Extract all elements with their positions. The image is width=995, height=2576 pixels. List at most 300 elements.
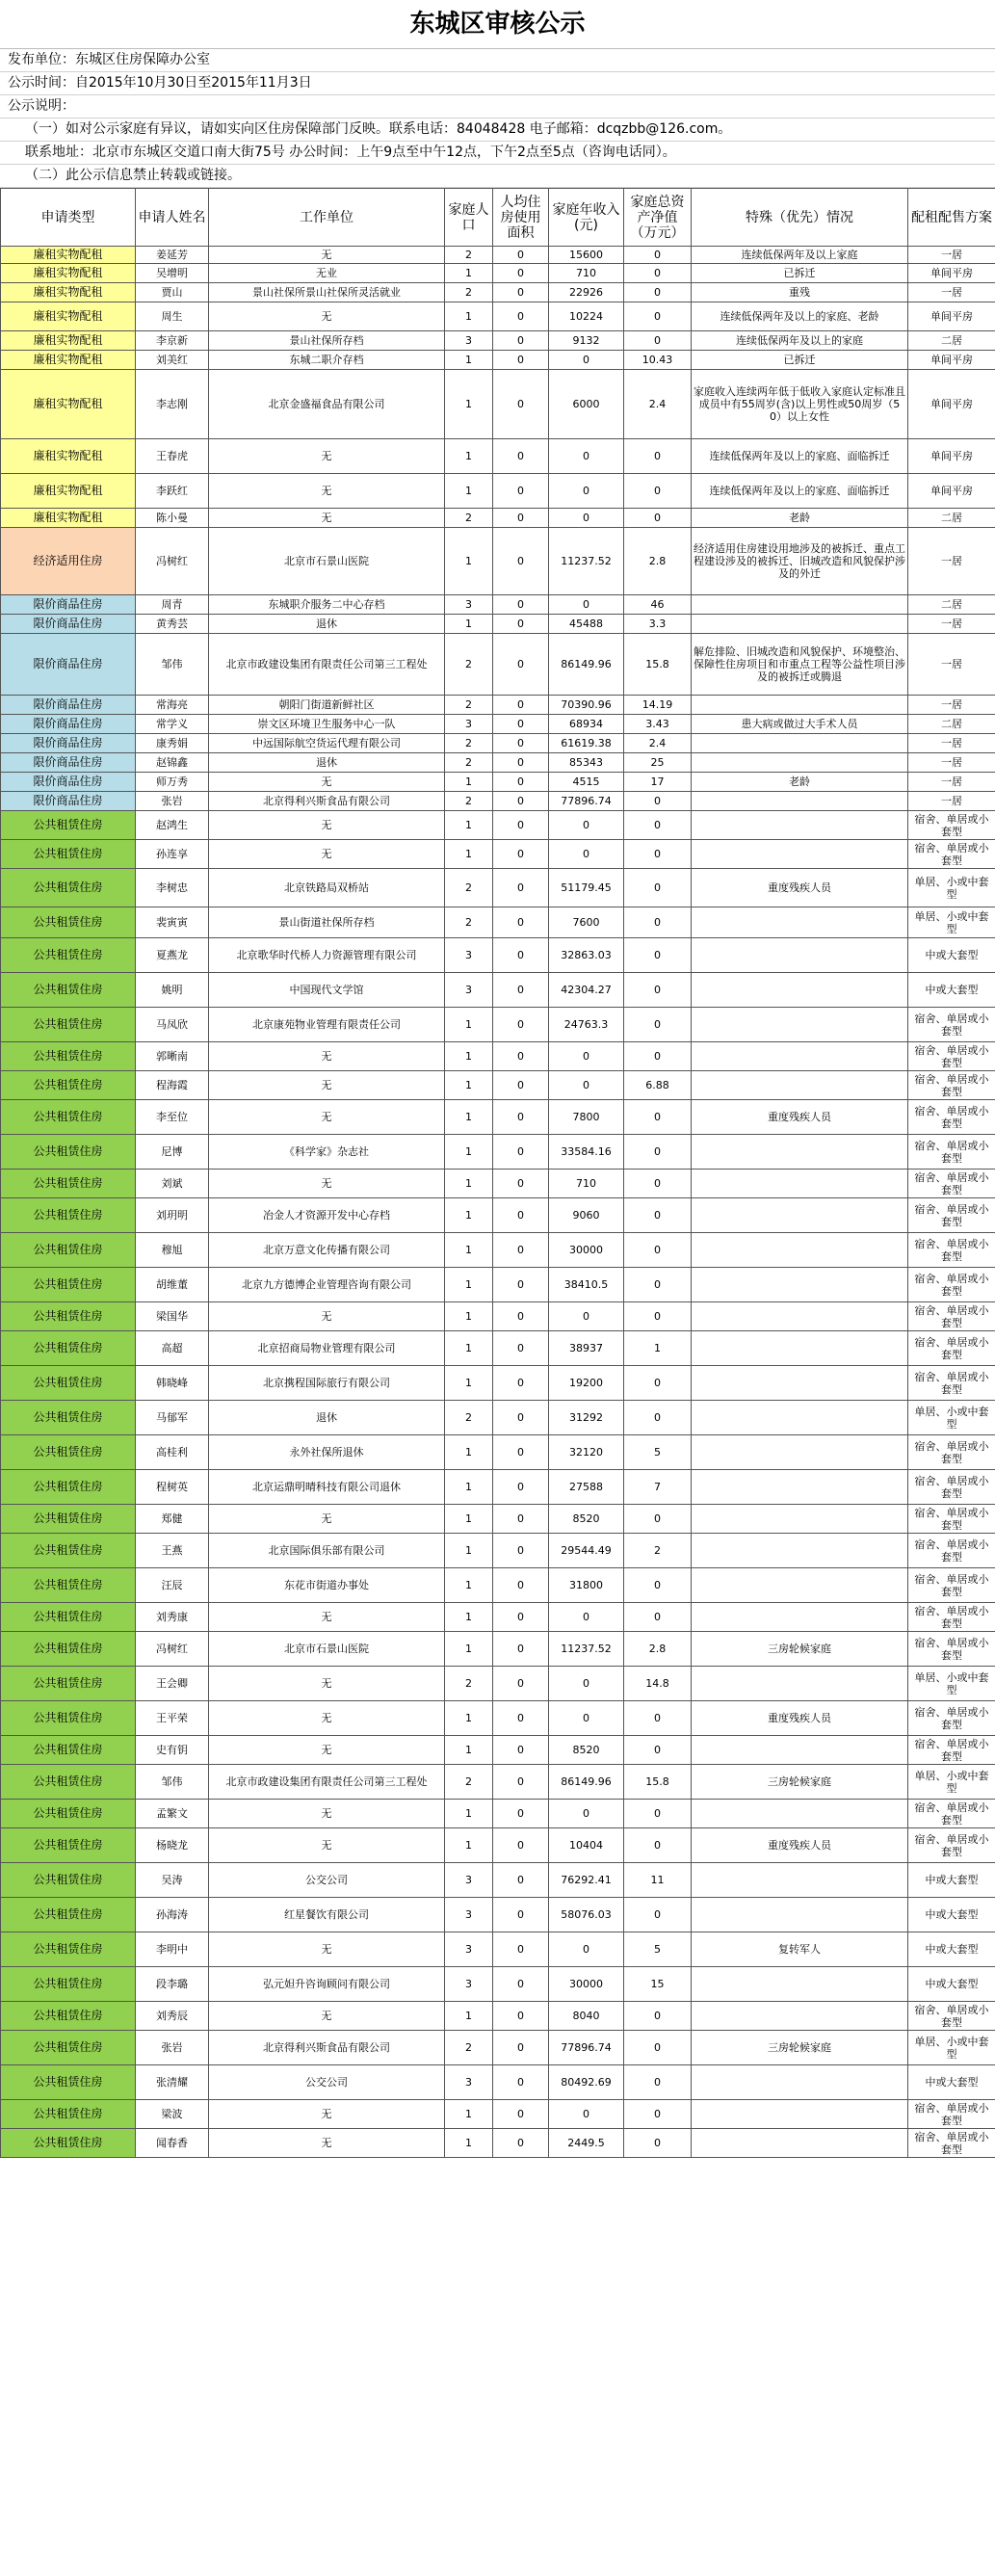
cell-annual-income: 7800 <box>549 1100 624 1135</box>
table-row <box>1 528 995 595</box>
cell-applicant-name: 郑健 <box>136 1505 209 1534</box>
table-row <box>1 2100 995 2129</box>
cell-area-per-person: 0 <box>493 370 549 439</box>
cell-applicant-name: 马郁军 <box>136 1401 209 1435</box>
cell-applicant-name: 尼博 <box>136 1135 209 1170</box>
cell-annual-income: 38937 <box>549 1331 624 1366</box>
cell-apply-type: 公共租赁住房 <box>1 2065 136 2100</box>
cell-net-assets: 14.19 <box>624 696 692 715</box>
cell-family-size: 2 <box>445 634 493 696</box>
cell-allocation-plan: 宿舍、单居或小套型 <box>908 1268 995 1302</box>
cell-net-assets: 0 <box>624 2065 692 2100</box>
cell-family-size: 1 <box>445 2100 493 2129</box>
cell-work-unit: 弘元妲升咨询顾问有限公司 <box>209 1967 445 2002</box>
cell-work-unit: 北京九方德博企业管理咨询有限公司 <box>209 1268 445 1302</box>
cell-special-status: 连续低保两年及以上的家庭 <box>692 331 908 351</box>
table-row <box>1 2065 995 2100</box>
cell-family-size: 2 <box>445 247 493 264</box>
cell-work-unit: 北京市政建设集团有限责任公司第三工程处 <box>209 634 445 696</box>
cell-work-unit: 退休 <box>209 1401 445 1435</box>
cell-family-size: 1 <box>445 1568 493 1603</box>
cell-work-unit: 北京铁路局双桥站 <box>209 869 445 907</box>
cell-area-per-person: 0 <box>493 247 549 264</box>
cell-family-size: 1 <box>445 1505 493 1534</box>
cell-apply-type: 公共租赁住房 <box>1 2129 136 2158</box>
table-row <box>1 907 995 938</box>
cell-applicant-name: 吴增明 <box>136 264 209 283</box>
cell-apply-type: 限价商品住房 <box>1 615 136 634</box>
notes-label: 公示说明： <box>0 95 995 118</box>
cell-allocation-plan: 宿舍、单居或小套型 <box>908 1701 995 1736</box>
cell-area-per-person: 0 <box>493 696 549 715</box>
cell-applicant-name: 刘美红 <box>136 351 209 370</box>
cell-family-size: 2 <box>445 1401 493 1435</box>
cell-work-unit: 北京歌华时代桥人力资源管理有限公司 <box>209 938 445 973</box>
cell-applicant-name: 高桂利 <box>136 1435 209 1470</box>
cell-work-unit: 无 <box>209 1800 445 1828</box>
cell-apply-type: 公共租赁住房 <box>1 1042 136 1071</box>
cell-net-assets: 0 <box>624 1701 692 1736</box>
cell-annual-income: 0 <box>549 1667 624 1701</box>
cell-family-size: 1 <box>445 1302 493 1331</box>
cell-special-status: 重度残疾人员 <box>692 1828 908 1863</box>
cell-apply-type: 公共租赁住房 <box>1 1534 136 1568</box>
table-row <box>1 1568 995 1603</box>
table-row <box>1 331 995 351</box>
cell-net-assets: 2.4 <box>624 370 692 439</box>
cell-family-size: 3 <box>445 2065 493 2100</box>
cell-family-size: 3 <box>445 715 493 734</box>
header-work-unit: 工作单位 <box>209 189 445 247</box>
cell-area-per-person: 0 <box>493 1470 549 1505</box>
cell-applicant-name: 周生 <box>136 302 209 331</box>
table-row <box>1 1100 995 1135</box>
cell-family-size: 1 <box>445 1268 493 1302</box>
table-row <box>1 715 995 734</box>
table-row <box>1 753 995 773</box>
cell-annual-income: 77896.74 <box>549 2031 624 2065</box>
cell-work-unit: 东城职介服务二中心存档 <box>209 595 445 615</box>
cell-apply-type: 廉租实物配租 <box>1 370 136 439</box>
cell-area-per-person: 0 <box>493 1401 549 1435</box>
cell-allocation-plan: 中或大套型 <box>908 973 995 1008</box>
cell-allocation-plan: 单间平房 <box>908 474 995 509</box>
cell-net-assets: 2 <box>624 1534 692 1568</box>
table-row <box>1 1701 995 1736</box>
cell-apply-type: 公共租赁住房 <box>1 869 136 907</box>
cell-allocation-plan: 二居 <box>908 595 995 615</box>
cell-special-status: 解危排险、旧城改造和风貌保护、环境整治、保障性住房项目和市重点工程等公益性项目涉及的被拆迁或腾退 <box>692 634 908 696</box>
table-row <box>1 1828 995 1863</box>
cell-family-size: 1 <box>445 1042 493 1071</box>
cell-apply-type: 廉租实物配租 <box>1 302 136 331</box>
cell-work-unit: 无 <box>209 1071 445 1100</box>
cell-annual-income: 8520 <box>549 1736 624 1765</box>
cell-apply-type: 公共租赁住房 <box>1 1898 136 1932</box>
cell-applicant-name: 夏燕龙 <box>136 938 209 973</box>
table-row <box>1 1435 995 1470</box>
cell-special-status: 重度残疾人员 <box>692 1100 908 1135</box>
cell-family-size: 3 <box>445 1932 493 1967</box>
cell-area-per-person: 0 <box>493 1435 549 1470</box>
cell-applicant-name: 陈小曼 <box>136 509 209 528</box>
cell-area-per-person: 0 <box>493 1932 549 1967</box>
cell-family-size: 2 <box>445 792 493 811</box>
cell-special-status: 老龄 <box>692 509 908 528</box>
cell-net-assets: 0 <box>624 1898 692 1932</box>
cell-area-per-person: 0 <box>493 2065 549 2100</box>
cell-allocation-plan: 一居 <box>908 734 995 753</box>
cell-special-status <box>692 1198 908 1233</box>
cell-allocation-plan: 一居 <box>908 696 995 715</box>
cell-apply-type: 公共租赁住房 <box>1 1800 136 1828</box>
cell-special-status: 连续低保两年及以上的家庭、面临拆迁 <box>692 439 908 474</box>
cell-work-unit: 北京携程国际旅行有限公司 <box>209 1366 445 1401</box>
cell-applicant-name: 史有钥 <box>136 1736 209 1765</box>
cell-special-status <box>692 1967 908 2002</box>
cell-annual-income: 0 <box>549 1932 624 1967</box>
cell-area-per-person: 0 <box>493 811 549 840</box>
cell-special-status <box>692 938 908 973</box>
cell-net-assets: 0 <box>624 1302 692 1331</box>
cell-apply-type: 限价商品住房 <box>1 753 136 773</box>
cell-family-size: 1 <box>445 1534 493 1568</box>
cell-work-unit: 无 <box>209 247 445 264</box>
cell-area-per-person: 0 <box>493 1366 549 1401</box>
table-row <box>1 1401 995 1435</box>
cell-work-unit: 朝阳门街道新鲜社区 <box>209 696 445 715</box>
table-row <box>1 1534 995 1568</box>
cell-annual-income: 710 <box>549 1170 624 1198</box>
cell-apply-type: 公共租赁住房 <box>1 1331 136 1366</box>
cell-special-status <box>692 1667 908 1701</box>
cell-net-assets: 0 <box>624 264 692 283</box>
cell-area-per-person: 0 <box>493 439 549 474</box>
cell-net-assets: 0 <box>624 1736 692 1765</box>
cell-special-status: 重残 <box>692 283 908 302</box>
cell-family-size: 1 <box>445 1331 493 1366</box>
cell-family-size: 1 <box>445 474 493 509</box>
cell-allocation-plan: 中或大套型 <box>908 938 995 973</box>
cell-family-size: 2 <box>445 753 493 773</box>
cell-area-per-person: 0 <box>493 509 549 528</box>
cell-area-per-person: 0 <box>493 528 549 595</box>
header-family-size: 家庭人口 <box>445 189 493 247</box>
header-net-assets: 家庭总资产净值（万元） <box>624 189 692 247</box>
cell-applicant-name: 王会卿 <box>136 1667 209 1701</box>
cell-area-per-person: 0 <box>493 2129 549 2158</box>
cell-apply-type: 经济适用住房 <box>1 528 136 595</box>
cell-work-unit: 无 <box>209 1100 445 1135</box>
cell-work-unit: 无 <box>209 302 445 331</box>
cell-special-status <box>692 2065 908 2100</box>
cell-special-status: 连续低保两年及以上的家庭、老龄 <box>692 302 908 331</box>
cell-allocation-plan: 宿舍、单居或小套型 <box>908 1302 995 1331</box>
cell-annual-income: 31292 <box>549 1401 624 1435</box>
cell-applicant-name: 梁国华 <box>136 1302 209 1331</box>
cell-apply-type: 公共租赁住房 <box>1 1765 136 1800</box>
cell-net-assets: 0 <box>624 509 692 528</box>
cell-work-unit: 景山社保所景山社保所灵活就业 <box>209 283 445 302</box>
cell-family-size: 1 <box>445 1008 493 1042</box>
cell-applicant-name: 刘斌 <box>136 1170 209 1198</box>
cell-annual-income: 45488 <box>549 615 624 634</box>
cell-net-assets: 7 <box>624 1470 692 1505</box>
cell-work-unit: 北京市政建设集团有限责任公司第三工程处 <box>209 1765 445 1800</box>
cell-family-size: 2 <box>445 1765 493 1800</box>
cell-family-size: 1 <box>445 1435 493 1470</box>
table-row <box>1 1932 995 1967</box>
cell-allocation-plan: 宿舍、单居或小套型 <box>908 1008 995 1042</box>
note-address: 联系地址：北京市东城区交道口南大街75号 办公时间：上午9点至中午12点，下午2点至5点（咨询电话同）。 <box>0 142 995 165</box>
cell-applicant-name: 吴涛 <box>136 1863 209 1898</box>
cell-applicant-name: 邹伟 <box>136 634 209 696</box>
cell-family-size: 1 <box>445 615 493 634</box>
cell-apply-type: 廉租实物配租 <box>1 474 136 509</box>
cell-applicant-name: 邹伟 <box>136 1765 209 1800</box>
cell-special-status: 老龄 <box>692 773 908 792</box>
cell-applicant-name: 孟繁文 <box>136 1800 209 1828</box>
cell-work-unit: 无 <box>209 474 445 509</box>
cell-annual-income: 0 <box>549 595 624 615</box>
cell-annual-income: 0 <box>549 439 624 474</box>
cell-annual-income: 0 <box>549 840 624 869</box>
cell-apply-type: 公共租赁住房 <box>1 1100 136 1135</box>
cell-special-status <box>692 1603 908 1632</box>
cell-special-status <box>692 1401 908 1435</box>
cell-allocation-plan: 一居 <box>908 634 995 696</box>
cell-family-size: 1 <box>445 1603 493 1632</box>
cell-work-unit: 无 <box>209 2002 445 2031</box>
table-row <box>1 734 995 753</box>
cell-allocation-plan: 一居 <box>908 528 995 595</box>
cell-family-size: 3 <box>445 973 493 1008</box>
cell-net-assets: 2.8 <box>624 1632 692 1667</box>
cell-net-assets: 0 <box>624 907 692 938</box>
cell-allocation-plan: 宿舍、单居或小套型 <box>908 1800 995 1828</box>
cell-apply-type: 廉租实物配租 <box>1 439 136 474</box>
cell-apply-type: 公共租赁住房 <box>1 1701 136 1736</box>
table-row <box>1 247 995 264</box>
cell-apply-type: 公共租赁住房 <box>1 1008 136 1042</box>
cell-special-status: 经济适用住房建设用地涉及的被拆迁、重点工程建设涉及的被拆迁、旧城改造和风貌保护涉及的外迁 <box>692 528 908 595</box>
cell-allocation-plan: 宿舍、单居或小套型 <box>908 1100 995 1135</box>
cell-work-unit: 退休 <box>209 753 445 773</box>
cell-net-assets: 0 <box>624 1603 692 1632</box>
cell-allocation-plan: 宿舍、单居或小套型 <box>908 1135 995 1170</box>
cell-special-status <box>692 907 908 938</box>
cell-special-status <box>692 792 908 811</box>
cell-applicant-name: 张岩 <box>136 2031 209 2065</box>
cell-annual-income: 32120 <box>549 1435 624 1470</box>
cell-allocation-plan: 单居、小或中套型 <box>908 1667 995 1701</box>
table-row <box>1 1135 995 1170</box>
cell-family-size: 1 <box>445 351 493 370</box>
table-row <box>1 615 995 634</box>
cell-area-per-person: 0 <box>493 907 549 938</box>
cell-net-assets: 0 <box>624 1828 692 1863</box>
cell-apply-type: 公共租赁住房 <box>1 2031 136 2065</box>
cell-allocation-plan: 宿舍、单居或小套型 <box>908 1736 995 1765</box>
cell-applicant-name: 李京新 <box>136 331 209 351</box>
cell-applicant-name: 李跃红 <box>136 474 209 509</box>
cell-apply-type: 廉租实物配租 <box>1 331 136 351</box>
cell-annual-income: 0 <box>549 1042 624 1071</box>
cell-special-status: 家庭收入连续两年低于低收入家庭认定标准且成员中有55周岁(含)以上男性或50周岁（50）以上女性 <box>692 370 908 439</box>
cell-work-unit: 无 <box>209 509 445 528</box>
cell-special-status: 连续低保两年及以上的家庭、面临拆迁 <box>692 474 908 509</box>
cell-allocation-plan: 宿舍、单居或小套型 <box>908 1470 995 1505</box>
cell-apply-type: 廉租实物配租 <box>1 509 136 528</box>
cell-net-assets: 0 <box>624 869 692 907</box>
cell-allocation-plan: 单居、小或中套型 <box>908 907 995 938</box>
table-row <box>1 634 995 696</box>
cell-apply-type: 公共租赁住房 <box>1 840 136 869</box>
cell-apply-type: 公共租赁住房 <box>1 1632 136 1667</box>
cell-net-assets: 0 <box>624 792 692 811</box>
cell-annual-income: 2449.5 <box>549 2129 624 2158</box>
cell-allocation-plan: 单间平房 <box>908 351 995 370</box>
cell-net-assets: 0 <box>624 1042 692 1071</box>
cell-area-per-person: 0 <box>493 2002 549 2031</box>
cell-net-assets: 0 <box>624 247 692 264</box>
cell-apply-type: 公共租赁住房 <box>1 1505 136 1534</box>
cell-applicant-name: 程海霞 <box>136 1071 209 1100</box>
cell-allocation-plan: 一居 <box>908 753 995 773</box>
cell-applicant-name: 郭晰南 <box>136 1042 209 1071</box>
table-row <box>1 2002 995 2031</box>
cell-family-size: 1 <box>445 2129 493 2158</box>
cell-applicant-name: 段李璐 <box>136 1967 209 2002</box>
cell-allocation-plan: 单间平房 <box>908 264 995 283</box>
cell-annual-income: 31800 <box>549 1568 624 1603</box>
cell-family-size: 1 <box>445 1800 493 1828</box>
cell-annual-income: 19200 <box>549 1366 624 1401</box>
cell-applicant-name: 李至位 <box>136 1100 209 1135</box>
cell-applicant-name: 黄秀芸 <box>136 615 209 634</box>
cell-annual-income: 30000 <box>549 1967 624 2002</box>
cell-annual-income: 38410.5 <box>549 1268 624 1302</box>
table-row <box>1 264 995 283</box>
cell-allocation-plan: 宿舍、单居或小套型 <box>908 1170 995 1198</box>
cell-allocation-plan: 宿舍、单居或小套型 <box>908 2129 995 2158</box>
cell-area-per-person: 0 <box>493 1967 549 2002</box>
cell-area-per-person: 0 <box>493 302 549 331</box>
cell-allocation-plan: 宿舍、单居或小套型 <box>908 1331 995 1366</box>
cell-family-size: 1 <box>445 773 493 792</box>
cell-allocation-plan: 二居 <box>908 715 995 734</box>
cell-applicant-name: 王燕 <box>136 1534 209 1568</box>
table-row <box>1 696 995 715</box>
cell-applicant-name: 程树英 <box>136 1470 209 1505</box>
cell-work-unit: 冶金人才资源开发中心存档 <box>209 1198 445 1233</box>
cell-work-unit: 退休 <box>209 615 445 634</box>
cell-work-unit: 北京市石景山医院 <box>209 1632 445 1667</box>
cell-special-status <box>692 2100 908 2129</box>
table-row <box>1 1800 995 1828</box>
cell-net-assets: 46 <box>624 595 692 615</box>
cell-annual-income: 32863.03 <box>549 938 624 973</box>
cell-allocation-plan: 中或大套型 <box>908 2065 995 2100</box>
cell-apply-type: 公共租赁住房 <box>1 811 136 840</box>
cell-area-per-person: 0 <box>493 1233 549 1268</box>
cell-net-assets: 0 <box>624 331 692 351</box>
cell-work-unit: 无 <box>209 1667 445 1701</box>
header-applicant-name: 申请人姓名 <box>136 189 209 247</box>
cell-allocation-plan: 中或大套型 <box>908 1967 995 2002</box>
cell-allocation-plan: 宿舍、单居或小套型 <box>908 1233 995 1268</box>
table-row <box>1 302 995 331</box>
cell-area-per-person: 0 <box>493 615 549 634</box>
cell-work-unit: 无 <box>209 2129 445 2158</box>
cell-area-per-person: 0 <box>493 1632 549 1667</box>
cell-special-status <box>692 2002 908 2031</box>
cell-net-assets: 0 <box>624 2031 692 2065</box>
cell-applicant-name: 孙连享 <box>136 840 209 869</box>
table-row <box>1 2031 995 2065</box>
cell-applicant-name: 王春虎 <box>136 439 209 474</box>
cell-net-assets: 0 <box>624 439 692 474</box>
cell-allocation-plan: 单居、小或中套型 <box>908 1765 995 1800</box>
cell-area-per-person: 0 <box>493 331 549 351</box>
cell-apply-type: 公共租赁住房 <box>1 1470 136 1505</box>
cell-special-status: 重度残疾人员 <box>692 1701 908 1736</box>
table-row <box>1 1008 995 1042</box>
cell-apply-type: 廉租实物配租 <box>1 264 136 283</box>
cell-annual-income: 85343 <box>549 753 624 773</box>
cell-annual-income: 0 <box>549 811 624 840</box>
period-line: 公示时间：自2015年10月30日至2015年11月3日 <box>0 72 995 95</box>
cell-allocation-plan: 中或大套型 <box>908 1863 995 1898</box>
cell-net-assets: 0 <box>624 1366 692 1401</box>
cell-family-size: 1 <box>445 1170 493 1198</box>
table-header-row <box>1 189 995 247</box>
cell-family-size: 1 <box>445 2002 493 2031</box>
cell-family-size: 1 <box>445 1736 493 1765</box>
cell-annual-income: 0 <box>549 1071 624 1100</box>
cell-apply-type: 公共租赁住房 <box>1 1667 136 1701</box>
cell-applicant-name: 常海亮 <box>136 696 209 715</box>
cell-apply-type: 公共租赁住房 <box>1 1863 136 1898</box>
cell-apply-type: 限价商品住房 <box>1 696 136 715</box>
cell-annual-income: 33584.16 <box>549 1135 624 1170</box>
table-row <box>1 1198 995 1233</box>
cell-allocation-plan: 宿舍、单居或小套型 <box>908 1534 995 1568</box>
cell-allocation-plan: 单间平房 <box>908 439 995 474</box>
cell-work-unit: 永外社保所退休 <box>209 1435 445 1470</box>
cell-family-size: 1 <box>445 1470 493 1505</box>
cell-family-size: 3 <box>445 938 493 973</box>
cell-area-per-person: 0 <box>493 1505 549 1534</box>
table-row <box>1 973 995 1008</box>
cell-net-assets: 0 <box>624 1568 692 1603</box>
cell-annual-income: 80492.69 <box>549 2065 624 2100</box>
cell-special-status <box>692 1302 908 1331</box>
cell-special-status <box>692 1366 908 1401</box>
cell-net-assets: 0 <box>624 1401 692 1435</box>
cell-area-per-person: 0 <box>493 1100 549 1135</box>
cell-work-unit: 无 <box>209 1932 445 1967</box>
cell-apply-type: 限价商品住房 <box>1 773 136 792</box>
cell-special-status <box>692 1170 908 1198</box>
cell-family-size: 2 <box>445 696 493 715</box>
table-body <box>1 247 995 2158</box>
table-row <box>1 1863 995 1898</box>
cell-apply-type: 廉租实物配租 <box>1 247 136 264</box>
cell-work-unit: 无 <box>209 1170 445 1198</box>
cell-applicant-name: 冯树红 <box>136 1632 209 1667</box>
cell-work-unit: 无 <box>209 1736 445 1765</box>
